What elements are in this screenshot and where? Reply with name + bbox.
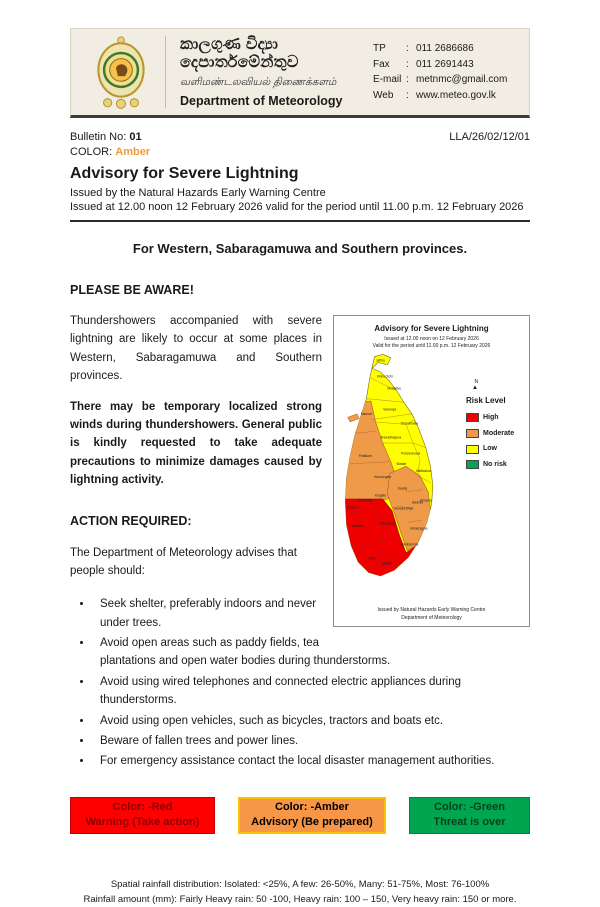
svg-text:Nuwara Eliya: Nuwara Eliya xyxy=(394,506,414,511)
svg-text:Vavuniya: Vavuniya xyxy=(383,407,397,412)
svg-text:Kegalle: Kegalle xyxy=(374,493,386,498)
department-names xyxy=(165,36,373,108)
svg-text:Mannar: Mannar xyxy=(360,412,372,417)
bulletin-color xyxy=(70,146,530,158)
legend-item-low xyxy=(466,443,526,454)
footer-notes xyxy=(70,878,530,907)
mannar-islet xyxy=(348,414,360,422)
svg-text:Kalutara: Kalutara xyxy=(352,524,365,529)
svg-text:Ampara: Ampara xyxy=(420,498,432,503)
legend-swatch-norisk xyxy=(466,460,479,469)
divider xyxy=(70,220,530,222)
contact-label: Fax xyxy=(373,58,390,70)
contact-web xyxy=(373,88,521,104)
legend-swatch-low xyxy=(466,445,479,454)
sri-lanka-risk-map xyxy=(336,352,476,597)
risk-map-panel xyxy=(333,315,530,627)
colon: : xyxy=(406,58,409,70)
contact-tp xyxy=(373,41,521,57)
list-item: • Avoid using wired telephones and connected electric appliances during thunderstorms. xyxy=(93,673,530,710)
map-credit xyxy=(334,607,529,622)
rainfall-amount-note: Rainfall amount (mm): Fairly Heavy rain: 50 -100, Heavy rain: 100 – 150, Very heavy rain: 150 or more. xyxy=(83,893,517,905)
advice-intro: The Department of Meteorology advises that people should: xyxy=(70,546,297,577)
letterhead xyxy=(70,28,530,118)
bulletin-meta xyxy=(70,131,530,143)
status-box-red xyxy=(70,797,215,834)
status-color-key xyxy=(70,797,530,834)
north-arrow-icon xyxy=(472,380,526,391)
legend-swatch-moderate xyxy=(466,429,479,438)
bulletin-number xyxy=(70,131,142,143)
contact-block xyxy=(373,41,521,103)
department-name-tamil: வளிமண்டலவியல் திணைக்களம் xyxy=(180,76,337,88)
svg-text:Jaffna: Jaffna xyxy=(375,358,385,363)
svg-text:Galle: Galle xyxy=(368,556,376,561)
north-arrow-glyph: ▲ xyxy=(472,385,478,392)
body-paragraph-2: There may be temporary localized strong winds during thundershowers. General public is kindly requested to take adequate precautions to minimize damages caused by lightning activity. xyxy=(70,400,322,487)
contact-value: 011 2686686 xyxy=(416,43,474,54)
status-box-amber xyxy=(238,797,386,834)
status-box-title: Color: -Amber xyxy=(275,800,349,813)
sri-lanka-emblem-icon xyxy=(90,33,152,111)
legend-item-moderate xyxy=(466,428,526,439)
legend-label: No risk xyxy=(483,461,507,469)
status-box-green xyxy=(409,797,530,834)
svg-text:Batticaloa: Batticaloa xyxy=(416,469,431,474)
svg-text:Anuradhapura: Anuradhapura xyxy=(380,435,402,440)
color-label: COLOR: xyxy=(70,146,113,158)
svg-text:Gampaha: Gampaha xyxy=(358,498,373,503)
map-subtitle-2: Valid for the period until 11.00 p.m. 12 February 2026 xyxy=(372,343,491,350)
bulletin-number-label: Bulletin No: xyxy=(70,131,127,143)
svg-text:Trincomalee: Trincomalee xyxy=(400,421,419,426)
status-box-desc: Warning (Take action) xyxy=(85,816,200,829)
contact-fax xyxy=(373,57,521,73)
map-canvas xyxy=(334,352,529,602)
contact-label: Web xyxy=(373,89,394,101)
department-emblem-logo xyxy=(77,33,165,111)
colon: : xyxy=(406,43,409,54)
contact-value: 011 2691443 xyxy=(416,58,474,70)
list-item: • For emergency assistance contact the local disaster management authorities. xyxy=(93,752,530,770)
svg-text:Kandy: Kandy xyxy=(397,486,408,491)
issued-by-line: Issued by the Natural Hazards Early Warning Centre xyxy=(70,187,326,199)
svg-text:Kurunegala: Kurunegala xyxy=(374,475,391,480)
department-name-english: Department of Meteorology xyxy=(180,94,343,108)
legend-item-high xyxy=(466,412,526,423)
contact-email xyxy=(373,72,521,88)
svg-text:Ratnapura: Ratnapura xyxy=(379,521,395,526)
colon: : xyxy=(406,74,409,85)
list-item: • Avoid using open vehicles, such as bicycles, tractors and boats etc. xyxy=(93,712,530,730)
legend-title: Risk Level xyxy=(466,396,506,406)
svg-text:Badulla: Badulla xyxy=(412,500,424,505)
svg-text:Monaragala: Monaragala xyxy=(410,526,428,531)
svg-text:Hambantota: Hambantota xyxy=(400,542,419,547)
svg-text:Polonnaruwa: Polonnaruwa xyxy=(401,451,421,456)
validity-line: Issued at 12.00 noon 12 February 2026 valid for the period until 11.00 p.m. 12 February 2026 xyxy=(70,201,524,213)
map-credit-line2: Department of Meteorology xyxy=(401,614,462,621)
map-subtitle-1: Issued at 12.00 noon on 12 February 2026 xyxy=(384,335,479,342)
bulletin-number-value: 01 xyxy=(129,131,142,143)
subject-line: For Western, Sabaragamuwa and Southern provinces. xyxy=(132,241,468,256)
svg-text:Mullaitivu: Mullaitivu xyxy=(387,386,402,391)
legend-item-norisk xyxy=(466,459,526,470)
colon: : xyxy=(406,89,409,101)
contact-value: www.meteo.gov.lk xyxy=(416,89,496,101)
legend-label: Low xyxy=(483,445,497,453)
legend-label: High xyxy=(483,414,499,422)
map-legend xyxy=(466,380,526,475)
contact-label: E-mail xyxy=(373,74,402,85)
legend-swatch-high xyxy=(466,413,479,422)
map-title: Advisory for Severe Lightning xyxy=(374,324,489,333)
aware-heading: PLEASE BE AWARE! xyxy=(70,283,194,297)
svg-text:Matale: Matale xyxy=(396,462,407,467)
body-content xyxy=(70,312,530,773)
contact-value: metnmc@gmail.com xyxy=(416,74,508,85)
svg-text:Puttalam: Puttalam xyxy=(358,454,372,459)
status-box-desc: Advisory (Be prepared) xyxy=(251,816,373,829)
action-required-heading: ACTION REQUIRED: xyxy=(70,513,192,528)
list-item: • Seek shelter, preferably indoors and never under trees. xyxy=(93,595,530,632)
status-box-title: Color: -Green xyxy=(434,800,505,813)
bulletin-reference: LLA/26/02/12/01 xyxy=(449,131,530,143)
rainfall-distribution-note: Spatial rainfall distribution: Isolated: <25%, A few: 26-50%, Many: 51-75%, Most: 76-100% xyxy=(110,878,490,890)
contact-label: TP xyxy=(373,43,386,54)
status-box-desc: Threat is over xyxy=(433,816,506,829)
color-value: Amber xyxy=(115,146,151,158)
list-item: • Beware of fallen trees and power lines. xyxy=(93,732,530,750)
page-title: Advisory for Severe Lightning xyxy=(70,165,299,182)
svg-text:Matara: Matara xyxy=(382,561,393,566)
map-credit-line1: Issued by Natural Hazards Early Warning Centre xyxy=(377,607,486,613)
status-box-title: Color: -Red xyxy=(112,800,173,813)
legend-label: Moderate xyxy=(483,429,515,437)
department-name-sinhala: කාලගුණ විද්‍යා දෙපාර්තමේන්තුව xyxy=(180,36,299,71)
svg-text:Colombo: Colombo xyxy=(345,505,359,510)
list-item: • Avoid open areas such as paddy fields, tea plantations and open water bodies during thunderstorms. xyxy=(93,634,530,671)
svg-text:Kilinochchi: Kilinochchi xyxy=(377,374,393,379)
body-paragraph-1: Thundershowers accompanied with severe lightning are likely to occur at some places in Western, Sabaragamuwa and Southern provinces. xyxy=(70,315,322,383)
north-letter: N xyxy=(474,379,479,386)
